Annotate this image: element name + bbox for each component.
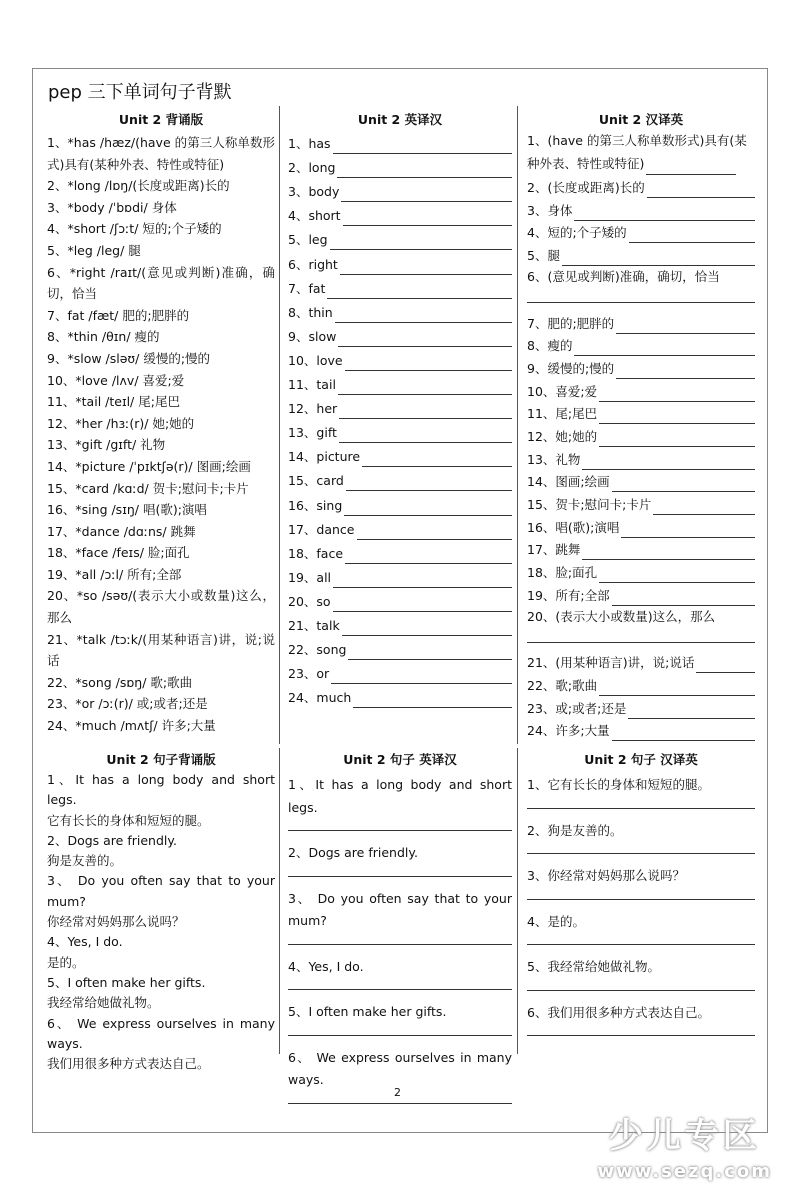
vocab-en-zh-section (288, 110, 512, 708)
vocab-meaning: 23、或;或者;还是 (527, 700, 627, 716)
answer-blank[interactable] (527, 842, 755, 854)
answer-blank[interactable] (335, 309, 512, 323)
vocab-item: 2、*long /lɒŋ/(长度或距离)长的 (47, 178, 230, 194)
vocab-question (527, 130, 755, 175)
answer-blank[interactable] (338, 333, 512, 347)
vocab-item: 12、*her /hɜː(r)/ 她;她的 (47, 415, 195, 431)
answer-blank[interactable] (333, 598, 512, 612)
answer-blank[interactable] (527, 1024, 755, 1036)
vocab-meaning: 17、跳舞 (527, 542, 581, 558)
vocab-word: 8、thin (288, 304, 333, 320)
vocab-word: 14、picture (288, 449, 361, 465)
vocab-question (527, 402, 755, 425)
sentence-recite-section (47, 750, 275, 1074)
vocab-question (288, 467, 512, 491)
vocab-meaning: 11、尾;尾巴 (527, 406, 598, 422)
page-title: pep 三下单词句子背默 (48, 82, 232, 103)
sentence-chinese: 我们用很多种方式表达自己。 (47, 1056, 210, 1072)
vocab-question (288, 275, 512, 299)
answer-blank[interactable] (628, 705, 755, 719)
sentence-question (288, 956, 512, 991)
vocab-question (288, 202, 512, 226)
sentence-english: 5、I often make her gifts. (47, 974, 206, 990)
answer-blank[interactable] (344, 502, 512, 516)
vocab-item: 8、*thin /θɪn/ 瘦的 (47, 329, 160, 345)
vocab-meaning: 22、歌;歌曲 (527, 677, 598, 693)
vocab-question (527, 175, 755, 198)
watermark-text: 少儿专区 (608, 1116, 761, 1156)
vocab-meaning: 4、短的;个子矮的 (527, 225, 627, 241)
answer-blank[interactable] (599, 682, 755, 696)
answer-blank[interactable] (574, 207, 755, 221)
vocab-meaning: 12、她;她的 (527, 428, 598, 444)
vocab-question (288, 250, 512, 274)
vocab-question (527, 424, 755, 447)
vocab-question (288, 612, 512, 636)
vocab-word: 4、short (288, 208, 341, 224)
vocab-word: 19、all (288, 569, 332, 585)
vocab-question (527, 334, 755, 357)
vocab-zh-en-list (527, 130, 755, 741)
sentence-chinese: 它有长长的身体和短短的腿。 (47, 812, 210, 828)
vocab-item: 21、*talk /tɔːk/(用某种语言)讲，说;说话 (47, 631, 275, 669)
sentence-question (527, 820, 755, 855)
vocab-word: 21、talk (288, 617, 340, 633)
vocab-recite-section (47, 110, 275, 737)
answer-blank[interactable] (339, 405, 512, 419)
vocab-question (527, 243, 755, 266)
answer-blank[interactable] (612, 592, 755, 606)
vocab-word: 17、dance (288, 521, 355, 537)
answer-blank[interactable] (288, 933, 512, 945)
vocab-question (527, 356, 755, 379)
answer-blank[interactable] (348, 646, 512, 660)
vocab-question (288, 419, 512, 443)
vocab-meaning: 20、(表示大小或数量)这么，那么 (527, 608, 716, 624)
vocab-question (527, 492, 755, 515)
answer-blank[interactable] (338, 381, 512, 395)
vocab-item: 22、*song /sɒŋ/ 歌;歌曲 (47, 674, 193, 690)
vocab-word: 13、gift (288, 425, 337, 441)
vocab-meaning: 24、许多;大量 (527, 723, 610, 739)
answer-blank[interactable] (340, 261, 512, 275)
vocab-meaning: 8、瘦的 (527, 338, 573, 354)
vocab-item: 15、*card /kɑːd/ 贺卡;慰问卡;卡片 (47, 480, 249, 496)
answer-blank[interactable] (599, 569, 755, 583)
sentence-question (527, 956, 755, 991)
sentence-chinese: 6、我们用很多种方式表达自己。 (527, 1004, 710, 1020)
vocab-item: 13、*gift /gɪft/ 礼物 (47, 437, 166, 453)
sentence-chinese: 是的。 (47, 954, 85, 970)
vocab-question (288, 154, 512, 178)
vocab-question (527, 379, 755, 402)
vocab-item: 6、*right /raɪt/(意见或判断)准确，确切，恰当 (47, 264, 275, 302)
sentence-question (288, 888, 512, 945)
vocab-question (527, 719, 755, 742)
vocab-word: 5、leg (288, 232, 328, 248)
vocab-question (527, 696, 755, 719)
vocab-item: 3、*body /ˈbɒdi/ 身体 (47, 199, 177, 215)
vocab-meaning: 6、(意见或判断)准确，确切，恰当 (527, 269, 720, 285)
vocab-question (288, 660, 512, 684)
vocab-item: 18、*face /feɪs/ 脸;面孔 (47, 545, 190, 561)
vocab-item: 17、*dance /dɑːns/ 跳舞 (47, 523, 196, 539)
answer-blank[interactable] (333, 574, 512, 588)
vocab-meaning: 14、图画;绘画 (527, 474, 610, 490)
vocab-question (288, 564, 512, 588)
sentence-english: 6、 We express ourselves in many ways. (288, 1049, 512, 1087)
vocab-item: 1、*has /hæz/(have 的第三人称单数形式)具有(某种外表、特性或特征) (47, 135, 275, 172)
answer-blank[interactable] (331, 670, 512, 684)
vocab-item: 14、*picture /ˈpɪktʃə(r)/ 图画;绘画 (47, 458, 251, 474)
answer-blank[interactable] (288, 978, 512, 990)
sentence-item (47, 871, 275, 932)
vocab-word: 24、much (288, 690, 352, 706)
vocab-recite-list (47, 132, 275, 737)
vocab-item: 20、*so /səʊ/(表示大小或数量)这么，那么 (47, 588, 275, 626)
sentence-item (47, 770, 275, 831)
column-divider (517, 748, 518, 1054)
sentence-english: 3、 Do you often say that to your mum? (288, 890, 512, 928)
vocab-word: 20、so (288, 593, 331, 609)
sentence-zh-en-list (527, 774, 755, 1036)
sentence-zh-en-section (527, 750, 755, 1047)
sentence-chinese: 狗是友善的。 (47, 853, 123, 869)
vocab-question (288, 636, 512, 660)
answer-blank[interactable] (653, 501, 755, 515)
vocab-question (288, 588, 512, 612)
answer-blank[interactable] (330, 236, 512, 250)
vocab-meaning: 7、肥的;肥胖的 (527, 315, 615, 331)
answer-blank[interactable] (612, 727, 755, 741)
vocab-word: 10、love (288, 352, 343, 368)
column-divider (517, 106, 518, 744)
answer-blank[interactable] (527, 979, 755, 991)
vocab-item: 9、*slow /sləʊ/ 缓慢的;慢的 (47, 350, 211, 366)
sentence-english: 1、It has a long body and short legs. (47, 772, 275, 808)
answer-blank[interactable] (629, 229, 755, 243)
answer-blank[interactable] (527, 888, 755, 900)
vocab-meaning: 2、(长度或距离)长的 (527, 180, 645, 196)
sentence-chinese: 1、它有长长的身体和短短的腿。 (527, 777, 710, 792)
answer-blank[interactable] (527, 629, 755, 643)
section-header: Unit 2 句子 英译汉 (343, 752, 457, 767)
vocab-meaning: 1、(have 的第三人称单数形式)具有(某种外表、特性或特征) (527, 133, 747, 171)
vocab-question (288, 226, 512, 250)
vocab-question (288, 491, 512, 515)
answer-blank[interactable] (574, 342, 755, 356)
vocab-word: 11、tail (288, 377, 336, 393)
vocab-question (288, 443, 512, 467)
watermark-url: www.sezq.com (597, 1161, 772, 1182)
answer-blank[interactable] (616, 320, 755, 334)
vocab-question (288, 516, 512, 540)
vocab-question (527, 198, 755, 221)
vocab-question (527, 515, 755, 538)
vocab-question (527, 221, 755, 244)
vocab-zh-en-section (527, 110, 755, 741)
answer-blank[interactable] (346, 477, 512, 491)
vocab-question (527, 583, 755, 606)
vocab-word: 1、has (288, 136, 331, 152)
answer-blank[interactable] (621, 524, 755, 538)
answer-blank[interactable] (345, 550, 512, 564)
vocab-word: 2、long (288, 160, 336, 176)
answer-blank[interactable] (343, 212, 512, 226)
answer-blank[interactable] (288, 865, 512, 877)
answer-blank[interactable] (342, 622, 512, 636)
sentence-question (527, 1002, 755, 1037)
vocab-item: 4、*short /ʃɔːt/ 短的;个子矮的 (47, 221, 222, 237)
sentence-chinese: 4、是的。 (527, 913, 585, 929)
vocab-item: 7、fat /fæt/ 肥的;肥胖的 (47, 307, 190, 323)
vocab-question (527, 651, 755, 674)
answer-blank[interactable] (616, 365, 755, 379)
column-divider (279, 748, 280, 1054)
vocab-question (527, 606, 755, 643)
answer-blank[interactable] (582, 546, 755, 560)
sentence-question (288, 842, 512, 877)
sentence-question (527, 911, 755, 946)
sentence-item (47, 831, 275, 872)
sentence-english: 6、 We express ourselves in many ways. (47, 1015, 275, 1051)
sentence-question (527, 865, 755, 900)
vocab-item: 5、*leg /leg/ 腿 (47, 242, 141, 258)
vocab-question (288, 540, 512, 564)
sentence-item (47, 1014, 275, 1075)
answer-blank[interactable] (599, 388, 755, 402)
vocab-question (288, 323, 512, 347)
answer-blank[interactable] (353, 694, 512, 708)
answer-blank[interactable] (562, 252, 755, 266)
sentence-english: 1、It has a long body and short legs. (288, 777, 512, 815)
vocab-question (288, 130, 512, 154)
vocab-question (527, 470, 755, 493)
answer-blank[interactable] (341, 188, 512, 202)
vocab-question (527, 266, 755, 303)
vocab-question (288, 371, 512, 395)
sentence-question (527, 774, 755, 809)
vocab-question (288, 347, 512, 371)
vocab-word: 16、sing (288, 497, 343, 513)
vocab-question (288, 684, 512, 708)
vocab-meaning: 16、唱(歌);演唱 (527, 519, 620, 535)
vocab-word: 23、or (288, 666, 330, 682)
vocab-item: 23、*or /ɔː(r)/ 或;或者;还是 (47, 696, 208, 712)
vocab-meaning: 3、身体 (527, 202, 573, 218)
vocab-item: 19、*all /ɔːl/ 所有;全部 (47, 566, 182, 582)
answer-blank[interactable] (357, 526, 513, 540)
sentence-chinese: 你经常对妈妈那么说吗？ (47, 914, 185, 930)
sentence-english: 4、Yes, I do. (47, 934, 123, 950)
vocab-item: 10、*love /lʌv/ 喜爱;爱 (47, 372, 185, 388)
sentence-en-zh-list (288, 774, 512, 1104)
sentence-en-zh-section (288, 750, 512, 1115)
vocab-meaning: 10、喜爱;爱 (527, 383, 598, 399)
vocab-meaning: 13、礼物 (527, 451, 581, 467)
sentence-chinese: 我经常给她做礼物。 (47, 995, 160, 1011)
vocab-word: 15、card (288, 473, 344, 489)
sentence-english: 2、Dogs are friendly. (288, 845, 418, 860)
sentence-english: 3、 Do you often say that to your mum? (47, 873, 275, 909)
vocab-meaning: 15、贺卡;慰问卡;卡片 (527, 497, 652, 513)
vocab-meaning: 19、所有;全部 (527, 587, 610, 603)
answer-blank[interactable] (612, 478, 755, 492)
vocab-question (288, 299, 512, 323)
vocab-meaning: 21、(用某种语言)讲，说;说话 (527, 655, 695, 671)
vocab-question (527, 311, 755, 334)
answer-blank[interactable] (527, 289, 755, 303)
sentence-item (47, 932, 275, 973)
vocab-question (288, 395, 512, 419)
sentence-question (288, 774, 512, 831)
section-header: Unit 2 汉译英 (598, 112, 684, 127)
answer-blank[interactable] (288, 819, 512, 831)
answer-blank[interactable] (527, 933, 755, 945)
vocab-word: 6、right (288, 256, 338, 272)
answer-blank[interactable] (288, 1024, 512, 1036)
vocab-question (527, 447, 755, 470)
answer-blank[interactable] (647, 184, 755, 198)
answer-blank[interactable] (345, 357, 512, 371)
sentence-chinese: 2、狗是友善的。 (527, 822, 623, 838)
sentence-item (47, 973, 275, 1014)
answer-blank[interactable] (582, 456, 755, 470)
vocab-question (288, 178, 512, 202)
vocab-item: 11、*tail /teɪl/ 尾;尾巴 (47, 394, 180, 410)
vocab-en-zh-list (288, 130, 512, 708)
answer-blank[interactable] (339, 429, 512, 443)
answer-blank[interactable] (599, 433, 755, 447)
sentence-chinese: 3、你经常对妈妈那么说吗？ (527, 868, 685, 883)
vocab-word: 18、face (288, 545, 344, 561)
vocab-word: 22、song (288, 642, 347, 658)
section-header: Unit 2 英译汉 (357, 112, 443, 127)
sentence-chinese: 5、我经常给她做礼物。 (527, 959, 660, 974)
vocab-word: 12、her (288, 401, 338, 417)
vocab-item: 16、*sing /sɪŋ/ 唱(歌);演唱 (47, 502, 207, 518)
vocab-item: 24、*much /mʌtʃ/ 许多;大量 (47, 718, 216, 734)
sentence-english: 5、I often make her gifts. (288, 1004, 447, 1019)
answer-blank[interactable] (362, 453, 512, 467)
watermark-logo (598, 1108, 773, 1182)
answer-blank[interactable] (337, 164, 512, 178)
vocab-meaning: 9、缓慢的;慢的 (527, 360, 615, 376)
page-number: 2 (394, 1086, 401, 1099)
answer-blank[interactable] (696, 659, 755, 673)
sentence-english: 2、Dogs are friendly. (47, 832, 177, 848)
section-header: Unit 2 句子 汉译英 (584, 752, 698, 767)
vocab-question (527, 673, 755, 696)
vocab-meaning: 5、腿 (527, 248, 560, 264)
vocab-word: 3、body (288, 184, 340, 200)
vocab-word: 9、slow (288, 328, 337, 344)
sentence-question (288, 1001, 512, 1036)
vocab-meaning: 18、脸;面孔 (527, 565, 598, 581)
vocab-question (527, 560, 755, 583)
sentence-english: 4、Yes, I do. (288, 958, 364, 974)
section-header: Unit 2 背诵版 (118, 112, 204, 127)
answer-blank[interactable] (646, 159, 736, 175)
answer-blank[interactable] (527, 797, 755, 809)
column-divider (279, 106, 280, 744)
answer-blank[interactable] (327, 285, 512, 299)
vocab-question (527, 538, 755, 561)
answer-blank[interactable] (333, 140, 512, 154)
vocab-word: 7、fat (288, 280, 326, 296)
section-header: Unit 2 句子背诵版 (106, 752, 216, 767)
answer-blank[interactable] (599, 410, 755, 424)
sentence-recite-list (47, 770, 275, 1074)
